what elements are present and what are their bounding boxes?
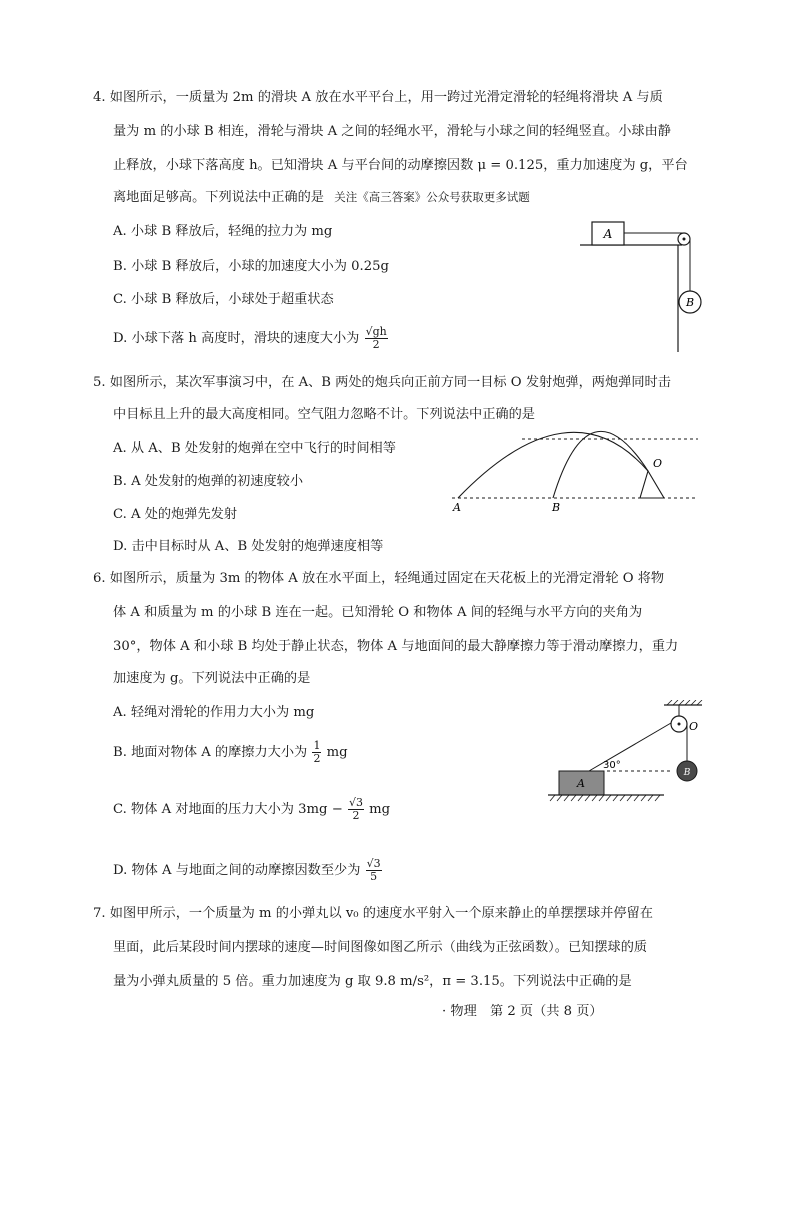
q6-angle-label: 30° <box>603 760 621 771</box>
q6-ball-label: B <box>683 768 691 778</box>
q4-note: 关注《高三答案》公众号获取更多试题 <box>334 190 530 204</box>
q5-label-a: A <box>453 501 461 514</box>
q7-line-1: 7. 如图甲所示，一个质量为 m 的小弹丸以 v₀ 的速度水平射入一个原来静止的单摆摆球并停留在 <box>93 906 653 921</box>
q6-line-1: 6. 如图所示，质量为 3m 的物体 A 放在水平面上，轻绳通过固定在天花板上的光滑定滑轮 O 将物 <box>93 571 665 586</box>
q6-line-4: 加速度为 g。下列说法中正确的是 <box>113 671 311 686</box>
q4-option-a: A. 小球 B 释放后，轻绳的拉力为 mg <box>113 224 333 239</box>
q6-option-c-text: C. 物体 A 对地面的压力大小为 3mg − <box>113 802 343 817</box>
q4-option-d-denominator: 2 <box>372 338 380 351</box>
q4-line-4 <box>113 189 530 206</box>
q6-option-a: A. 轻绳对滑轮的作用力大小为 mg <box>113 705 315 720</box>
q6-option-b-denominator: 2 <box>313 752 321 765</box>
q4-figure-pulley-block <box>580 216 710 352</box>
q5-line-2: 中目标且上升的最大高度相同。空气阻力忽略不计。下列说法中正确的是 <box>113 407 535 422</box>
q6-option-c-numerator: √3 <box>348 796 363 809</box>
q5-figure-trajectories <box>452 430 702 520</box>
q6-option-d-numerator: √3 <box>366 857 381 870</box>
q6-option-b-fraction <box>312 740 321 765</box>
q4-option-d <box>113 326 389 351</box>
q4-line-2: 量为 m 的小球 B 相连，滑轮与滑块 A 之间的轻绳水平，滑轮与小球之间的轻绳竖直。小球由静 <box>113 124 671 139</box>
q6-option-b-numerator: 1 <box>313 739 321 752</box>
q6-option-b <box>113 740 348 765</box>
q4-line-1: 4. 如图所示，一质量为 2m 的滑块 A 放在水平平台上，用一跨过光滑定滑轮的轻绳将滑块 A 与质 <box>93 90 663 105</box>
q5-option-b: B. A 处发射的炮弹的初速度较小 <box>113 474 304 489</box>
q5-target-stand <box>640 471 664 498</box>
q6-option-c-unit: mg <box>369 802 391 817</box>
q5-line-1: 5. 如图所示，某次军事演习中，在 A、B 两处的炮兵向正前方同一目标 O 发射炮弹，两炮弹同时击 <box>93 375 671 390</box>
q4-option-d-text: D. 小球下落 h 高度时，滑块的速度大小为 <box>113 331 360 346</box>
q5-trajectory-a <box>458 432 648 498</box>
q6-option-d <box>113 858 383 883</box>
q6-figure-pulley-angle <box>546 700 706 804</box>
q6-line-3: 30°，物体 A 和小球 B 均处于静止状态，物体 A 与地面间的最大静摩擦力等于滑动摩擦力，重力 <box>113 639 679 654</box>
q6-option-d-fraction <box>366 858 382 883</box>
q6-option-d-denominator: 5 <box>370 870 378 883</box>
q7-line-3: 量为小弹丸质量的 5 倍。重力加速度为 g 取 9.8 m/s²，π = 3.15。下列说法中正确的是 <box>113 974 632 989</box>
q6-option-c <box>113 797 390 822</box>
q4-line-4-text: 离地面足够高。下列说法中正确的是 <box>113 190 324 205</box>
q5-label-b: B <box>552 501 561 514</box>
q5-label-o: O <box>653 457 663 470</box>
q6-option-b-unit: mg <box>326 745 348 760</box>
q6-block-label: A <box>577 777 585 790</box>
q6-option-c-fraction <box>348 797 364 822</box>
q5-trajectory-b <box>553 431 648 498</box>
q6-option-b-text: B. 地面对物体 A 的摩擦力大小为 <box>113 745 308 760</box>
q4-line-3: 止释放，小球下落高度 h。已知滑块 A 与平台间的动摩擦因数 μ = 0.125，重力加速度为 g，平台 <box>113 158 688 173</box>
q6-line-2: 体 A 和质量为 m 的小球 B 连在一起。已知滑轮 O 和物体 A 间的轻绳与水平方向的夹角为 <box>113 605 643 620</box>
q5-option-d: D. 击中目标时从 A、B 处发射的炮弹速度相等 <box>113 539 384 554</box>
q4-option-d-fraction <box>365 326 388 351</box>
q4-block-label: A <box>603 227 613 241</box>
q6-label-o: O <box>689 720 699 733</box>
q4-option-b: B. 小球 B 释放后，小球的加速度大小为 0.25g <box>113 259 389 274</box>
q4-ball-label: B <box>685 296 695 309</box>
q4-option-d-numerator: √gh <box>365 325 387 338</box>
q4-option-c: C. 小球 B 释放后，小球处于超重状态 <box>113 292 334 307</box>
q6-option-c-denominator: 2 <box>352 809 360 822</box>
q5-option-c: C. A 处的炮弹先发射 <box>113 507 238 522</box>
q5-option-a: A. 从 A、B 处发射的炮弹在空中飞行的时间相等 <box>113 441 396 456</box>
q6-option-d-text: D. 物体 A 与地面之间的动摩擦因数至少为 <box>113 863 361 878</box>
page-footer: · 物理 第 2 页（共 8 页） <box>442 1004 603 1019</box>
q7-line-2: 里面，此后某段时间内摆球的速度—时间图像如图乙所示（曲线为正弦函数）。已知摆球的质 <box>113 940 648 955</box>
